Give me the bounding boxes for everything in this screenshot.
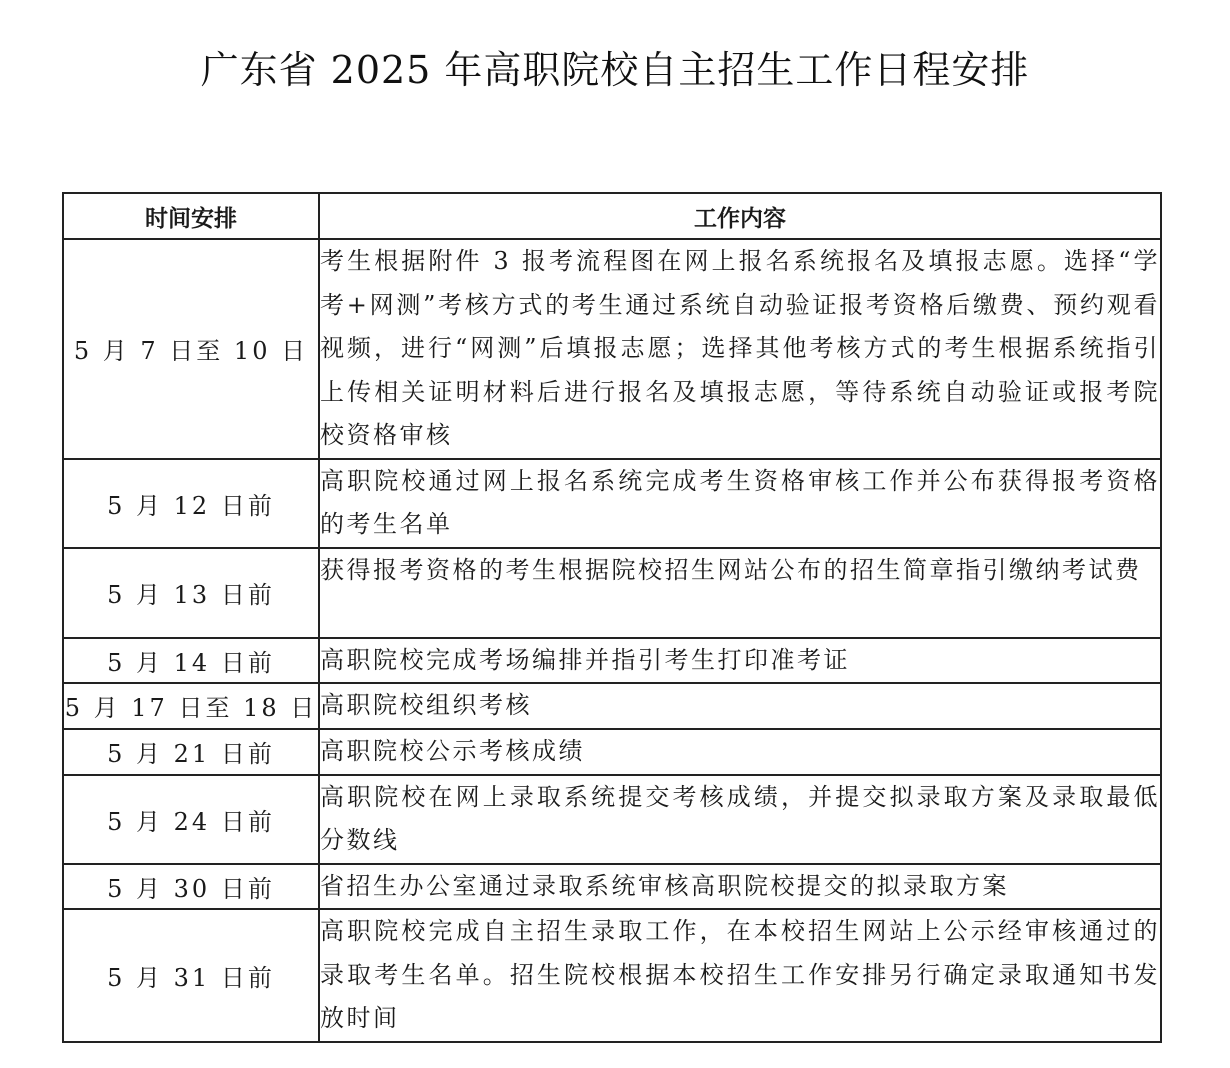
row-content: 高职院校组织考核: [319, 683, 1161, 729]
row-time: 5 月 13 日前: [63, 548, 319, 638]
schedule-table: [62, 192, 1162, 1043]
row-content: 高职院校完成自主招生录取工作，在本校招生网站上公示经审核通过的录取考生名单。招生院校根据本校招生工作安排另行确定录取通知书发放时间: [319, 909, 1161, 1042]
table-row: [63, 548, 1161, 638]
row-content: 高职院校公示考核成绩: [319, 729, 1161, 775]
table-row: [63, 239, 1161, 459]
header-time: 时间安排: [63, 193, 319, 239]
row-time: 5 月 12 日前: [63, 459, 319, 548]
row-content: 获得报考资格的考生根据院校招生网站公布的招生简章指引缴纳考试费: [319, 548, 1161, 638]
table-row: [63, 864, 1161, 910]
page-title: 广东省 2025 年高职院校自主招生工作日程安排: [200, 48, 1030, 92]
table-row: [63, 775, 1161, 864]
row-content: 高职院校完成考场编排并指引考生打印准考证: [319, 638, 1161, 684]
row-content: 省招生办公室通过录取系统审核高职院校提交的拟录取方案: [319, 864, 1161, 910]
table-row: [63, 638, 1161, 684]
table-row: [63, 683, 1161, 729]
row-time: 5 月 7 日至 10 日: [63, 239, 319, 459]
row-time: 5 月 21 日前: [63, 729, 319, 775]
row-content: 高职院校通过网上报名系统完成考生资格审核工作并公布获得报考资格的考生名单: [319, 459, 1161, 548]
table-row: [63, 729, 1161, 775]
table-row: [63, 459, 1161, 548]
row-content: 高职院校在网上录取系统提交考核成绩，并提交拟录取方案及录取最低分数线: [319, 775, 1161, 864]
table-header-row: [63, 193, 1161, 239]
row-time: 5 月 30 日前: [63, 864, 319, 910]
row-time: 5 月 24 日前: [63, 775, 319, 864]
row-time: 5 月 31 日前: [63, 909, 319, 1042]
header-content: 工作内容: [319, 193, 1161, 239]
row-time: 5 月 17 日至 18 日: [63, 683, 319, 729]
row-time: 5 月 14 日前: [63, 638, 319, 684]
row-content: 考生根据附件 3 报考流程图在网上报名系统报名及填报志愿。选择“学考+网测”考核方式的考生通过系统自动验证报考资格后缴费、预约观看视频，进行“网测”后填报志愿；选择其他考核方式的考生根据系统指引上传相关证明材料后进行报名及填报志愿，等待系统自动验证或报考院校资格审核: [319, 239, 1161, 459]
table-row: [63, 909, 1161, 1042]
